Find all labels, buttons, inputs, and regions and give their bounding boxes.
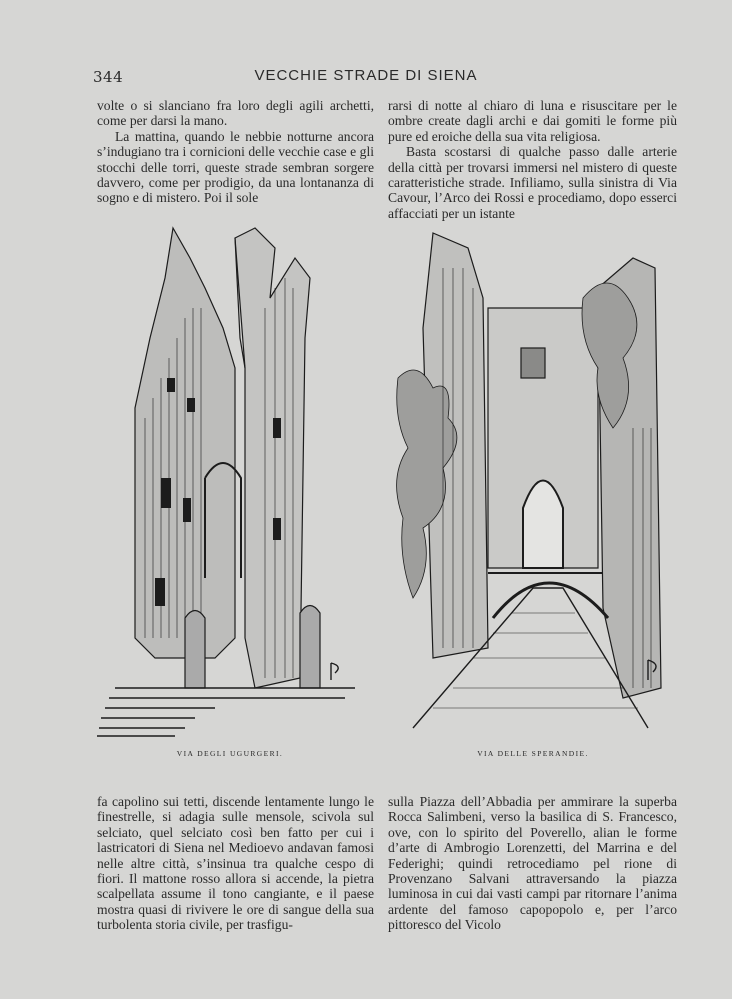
paragraph: Basta scostarsi di qualche passo dalle arterie della città per trovarsi immersi nel mistero di queste caratteristiche strade. Infiliamo, sulla sinistra di Via Cavour, l’Arco dei Rossi e procediamo, dopo esserci affacciati per un istante xyxy=(388,144,677,221)
text-column-bottom-left xyxy=(97,794,374,933)
paragraph: fa capolino sui tetti, discende lentamente lungo le finestrelle, si adagia sulle mensole, scivola sul selciato, quel selciato così ben fatto per cui i lastricatori di Siena nel Medioevo andavan famosi nelle altre città, s’insinua tra qualche cespo di fiori. Il mattone rosso allora si accende, la pietra scalpellata assume il tono cangiante, e il paese mostra quasi di rivivere le ore di sangue della sua turbolenta storia civile, per trasfigu- xyxy=(97,794,374,933)
illustration-via-delle-sperandie xyxy=(393,228,668,743)
paragraph: volte o si slanciano fra loro degli agili archetti, come per darsi la mano. xyxy=(97,98,374,129)
page-number: 344 xyxy=(93,68,124,86)
text-column-top-right xyxy=(388,98,677,221)
street-drawing-left xyxy=(95,218,361,743)
paragraph: La mattina, quando le nebbie notturne ancora s’indugiano tra i cornicioni delle vecchie case e gli stocchi delle torri, queste strade sembran sorgere davvero, come per prodigio, da una lontananza di sogno e di mistero. Poi il sole xyxy=(97,128,374,206)
street-drawing-right xyxy=(393,228,668,743)
figure-caption-right: VIA DELLE SPERANDIE. xyxy=(477,749,589,758)
running-title: VECCHIE STRADE DI SIENA xyxy=(254,67,478,84)
illustration-via-degli-ugurgeri xyxy=(95,218,361,743)
figure-caption-left: VIA DEGLI UGURGERI. xyxy=(176,749,284,758)
paragraph: rarsi di notte al chiaro di luna e risuscitare per le ombre create dagli archi e dai gomiti le forme più pure ed eroiche della sua vita religiosa. xyxy=(388,98,677,144)
text-column-top-left xyxy=(97,98,374,206)
text-column-bottom-right xyxy=(388,794,677,933)
paragraph: sulla Piazza dell’Abbadia per ammirare la superba Rocca Salimbeni, verso la basilica di S. Francesco, ove, con lo spirito del Poverello, alian le forme d’arte di Ambrogio Lorenzetti, del Marrina e del Federighi; quindi retrocediamo pel rione di Provenzano Salvani attraversando la piazza luminosa in cui dai vasti campi par ritornare l’anima ardente del famoso capopopolo e, per l’arco pittoresco del Vicolo xyxy=(388,794,677,933)
